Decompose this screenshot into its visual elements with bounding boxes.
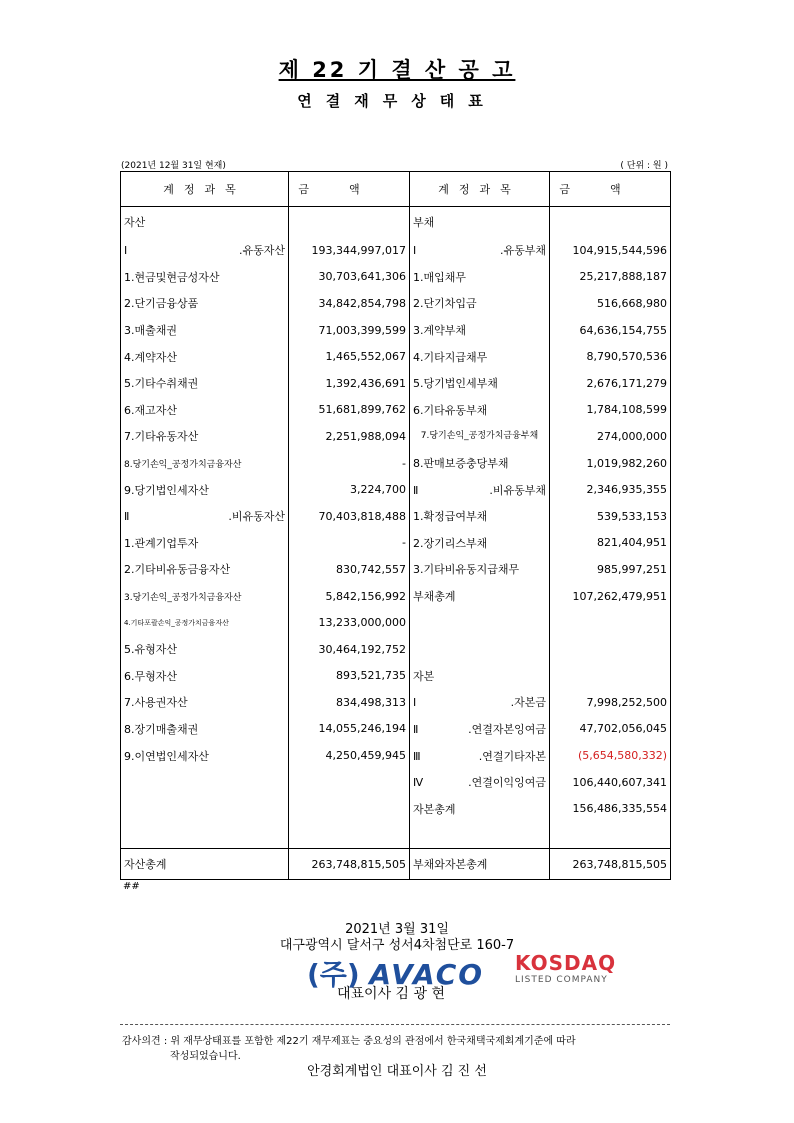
asset-amount: 71,003,399,599 [289,317,410,344]
table-row [121,207,671,238]
liability-label: 부채총계 [410,583,550,610]
asset-amount: 34,842,854,798 [289,290,410,317]
table-row [121,636,671,663]
kosdaq-sub: LISTED COMPANY [515,975,608,985]
table-row [121,370,671,397]
asset-amount: 193,344,997,017 [289,237,410,264]
table-row [121,530,671,557]
liability-amount: 1,784,108,599 [550,397,671,424]
spacer-cell [289,822,410,849]
table-row [121,397,671,424]
liability-label: Ⅱ.연결자본잉여금 [410,716,550,743]
liability-amount: 2,346,935,355 [550,476,671,503]
kosdaq-name: KOSDAQ [515,951,617,975]
total-assets-amount: 263,748,815,505 [289,849,410,880]
liability-label: 6.기타유동부채 [410,397,550,424]
asset-label: 1.관계기업투자 [121,530,289,557]
asset-label: 9.당기법인세자산 [121,476,289,503]
asset-amount [289,207,410,238]
asset-label: 7.사용권자산 [121,689,289,716]
asset-amount: - [289,450,410,477]
asset-label: 8.장기매출채권 [121,716,289,743]
liability-amount: 516,668,980 [550,290,671,317]
table-row [121,264,671,291]
company-address: 대구광역시 달서구 성서4차첨단로 160-7 [279,938,515,953]
header-account: 계정과목 [121,172,289,207]
asset-amount: 51,681,899,762 [289,397,410,424]
liability-amount: 1,019,982,260 [550,450,671,477]
liability-amount: 47,702,056,045 [550,716,671,743]
asset-amount: 1,392,436,691 [289,370,410,397]
table-row [121,423,671,450]
totals-row [121,849,671,880]
liability-amount: 8,790,570,536 [550,343,671,370]
table-row [121,583,671,610]
table-row [121,290,671,317]
liability-label: 3.계약부채 [410,317,550,344]
liability-label: Ⅳ.연결이익잉여금 [410,769,550,796]
liability-label: 4.기타지급채무 [410,343,550,370]
company-brand: AVACO [369,958,485,991]
table-row [121,689,671,716]
liability-amount: 156,486,335,554 [550,795,671,822]
liability-amount: 25,217,888,187 [550,264,671,291]
asset-label: 3.당기손익_공정가치금융자산 [121,583,289,610]
asset-label: 1.현금및현금성자산 [121,264,289,291]
table-row [121,609,671,636]
liability-amount: 7,998,252,500 [550,689,671,716]
total-assets-label: 자산총계 [121,849,289,880]
table-row [121,343,671,370]
asset-amount [289,795,410,822]
asset-amount: 70,403,818,488 [289,503,410,530]
header-account-2: 계정과목 [410,172,550,207]
liability-amount: 107,262,479,951 [550,583,671,610]
asset-label [121,795,289,822]
signature-date: 2021년 3월 31일 [345,922,449,937]
asset-label: 6.재고자산 [121,397,289,424]
audit-opinion-line2: 작성되었습니다. [170,1051,241,1062]
table-row [121,769,671,796]
asset-label: 4.기타포괄손익_공정가치금융자산 [121,609,289,636]
asset-amount: 4,250,459,945 [289,742,410,769]
unit-label: ( 단위 : 원 ) [620,161,668,171]
liability-label: 7.당기손익_공정가치금융부채 [410,423,550,450]
liability-amount: 104,915,544,596 [550,237,671,264]
spacer-cell [410,822,550,849]
asset-label: 7.기타유동자산 [121,423,289,450]
asset-amount: 13,233,000,000 [289,609,410,636]
liability-label: 2.장기리스부채 [410,530,550,557]
statement-subtitle: 연결재무상태표 [297,92,497,110]
table-row [121,716,671,743]
asset-amount: 30,464,192,752 [289,636,410,663]
liability-amount: 821,404,951 [550,530,671,557]
table-row [121,317,671,344]
asset-amount: 14,055,246,194 [289,716,410,743]
table-row [121,476,671,503]
liability-label [410,609,550,636]
table-header-row [121,172,671,207]
asset-label: 4.계약자산 [121,343,289,370]
table-row [121,503,671,530]
asset-label: Ⅰ.유동자산 [121,237,289,264]
table-row [121,663,671,690]
asset-label: 5.유형자산 [121,636,289,663]
liability-amount: 64,636,154,755 [550,317,671,344]
liability-amount [550,636,671,663]
liability-amount: 539,533,153 [550,503,671,530]
total-liab-equity-label: 부채와자본총계 [410,849,550,880]
liability-label: 자본총계 [410,795,550,822]
liability-label: 5.당기법인세부채 [410,370,550,397]
balance-sheet-table [120,171,671,880]
liability-amount: 106,440,607,341 [550,769,671,796]
liability-label [410,636,550,663]
liability-label: Ⅰ.유동부채 [410,237,550,264]
asset-label: 5.기타수취채권 [121,370,289,397]
asset-amount: 30,703,641,306 [289,264,410,291]
liability-label: Ⅱ.비유동부채 [410,476,550,503]
asset-label [121,769,289,796]
table-row [121,450,671,477]
table-row [121,237,671,264]
asset-label: 자산 [121,207,289,238]
header-amount: 금액 [289,172,410,207]
asset-label: 3.매출채권 [121,317,289,344]
table-row [121,795,671,822]
table-row [121,742,671,769]
asset-label: 9.이연법인세자산 [121,742,289,769]
divider [120,1024,670,1025]
liability-label: 8.판매보증충당부채 [410,450,550,477]
asset-label: 8.당기손익_공정가치금융자산 [121,450,289,477]
asset-amount: - [289,530,410,557]
spacer-cell [550,822,671,849]
liability-label: 2.단기차입금 [410,290,550,317]
spacer-row [121,822,671,849]
as-of-date: (2021년 12월 31일 현재) [121,161,226,171]
liability-label: 1.매입채무 [410,264,550,291]
asset-label: 2.단기금융상품 [121,290,289,317]
hash-mark: ## [123,881,140,892]
liability-amount: 985,997,251 [550,556,671,583]
liability-amount [550,207,671,238]
header-amount-2: 금액 [550,172,671,207]
liability-amount: 2,676,171,279 [550,370,671,397]
kosdaq-logo [515,951,616,985]
asset-amount: 1,465,552,067 [289,343,410,370]
asset-amount: 893,521,735 [289,663,410,690]
audit-opinion-line1: 감사의견 : 위 재무상태표를 포함한 제22기 재무제표는 중요성의 관점에서 한국채택국제회계기준에 따라 [122,1036,576,1047]
liability-label: 1.확정급여부채 [410,503,550,530]
liability-amount [550,663,671,690]
asset-amount: 2,251,988,094 [289,423,410,450]
liability-label: 부채 [410,207,550,238]
asset-label: 6.무형자산 [121,663,289,690]
liability-label: 자본 [410,663,550,690]
asset-amount: 3,224,700 [289,476,410,503]
asset-amount [289,769,410,796]
asset-amount: 834,498,313 [289,689,410,716]
asset-label: Ⅱ.비유동자산 [121,503,289,530]
liability-label: 3.기타비유동지급채무 [410,556,550,583]
notice-title: 제 22 기 결 산 공 고 [278,58,516,82]
asset-amount: 5,842,156,992 [289,583,410,610]
liability-label: Ⅰ.자본금 [410,689,550,716]
total-liab-equity-amount: 263,748,815,505 [550,849,671,880]
asset-label: 2.기타비유동금융자산 [121,556,289,583]
liability-amount: 274,000,000 [550,423,671,450]
ceo-name: 대표이사 김 광 현 [337,986,446,1002]
auditor-signature: 안경회계법인 대표이사 김 진 선 [307,1064,487,1079]
table-row [121,556,671,583]
spacer-cell [121,822,289,849]
company-prefix: (주) [307,958,360,991]
asset-amount: 830,742,557 [289,556,410,583]
liability-amount: (5,654,580,332) [550,742,671,769]
liability-amount [550,609,671,636]
liability-label: Ⅲ.연결기타자본 [410,742,550,769]
